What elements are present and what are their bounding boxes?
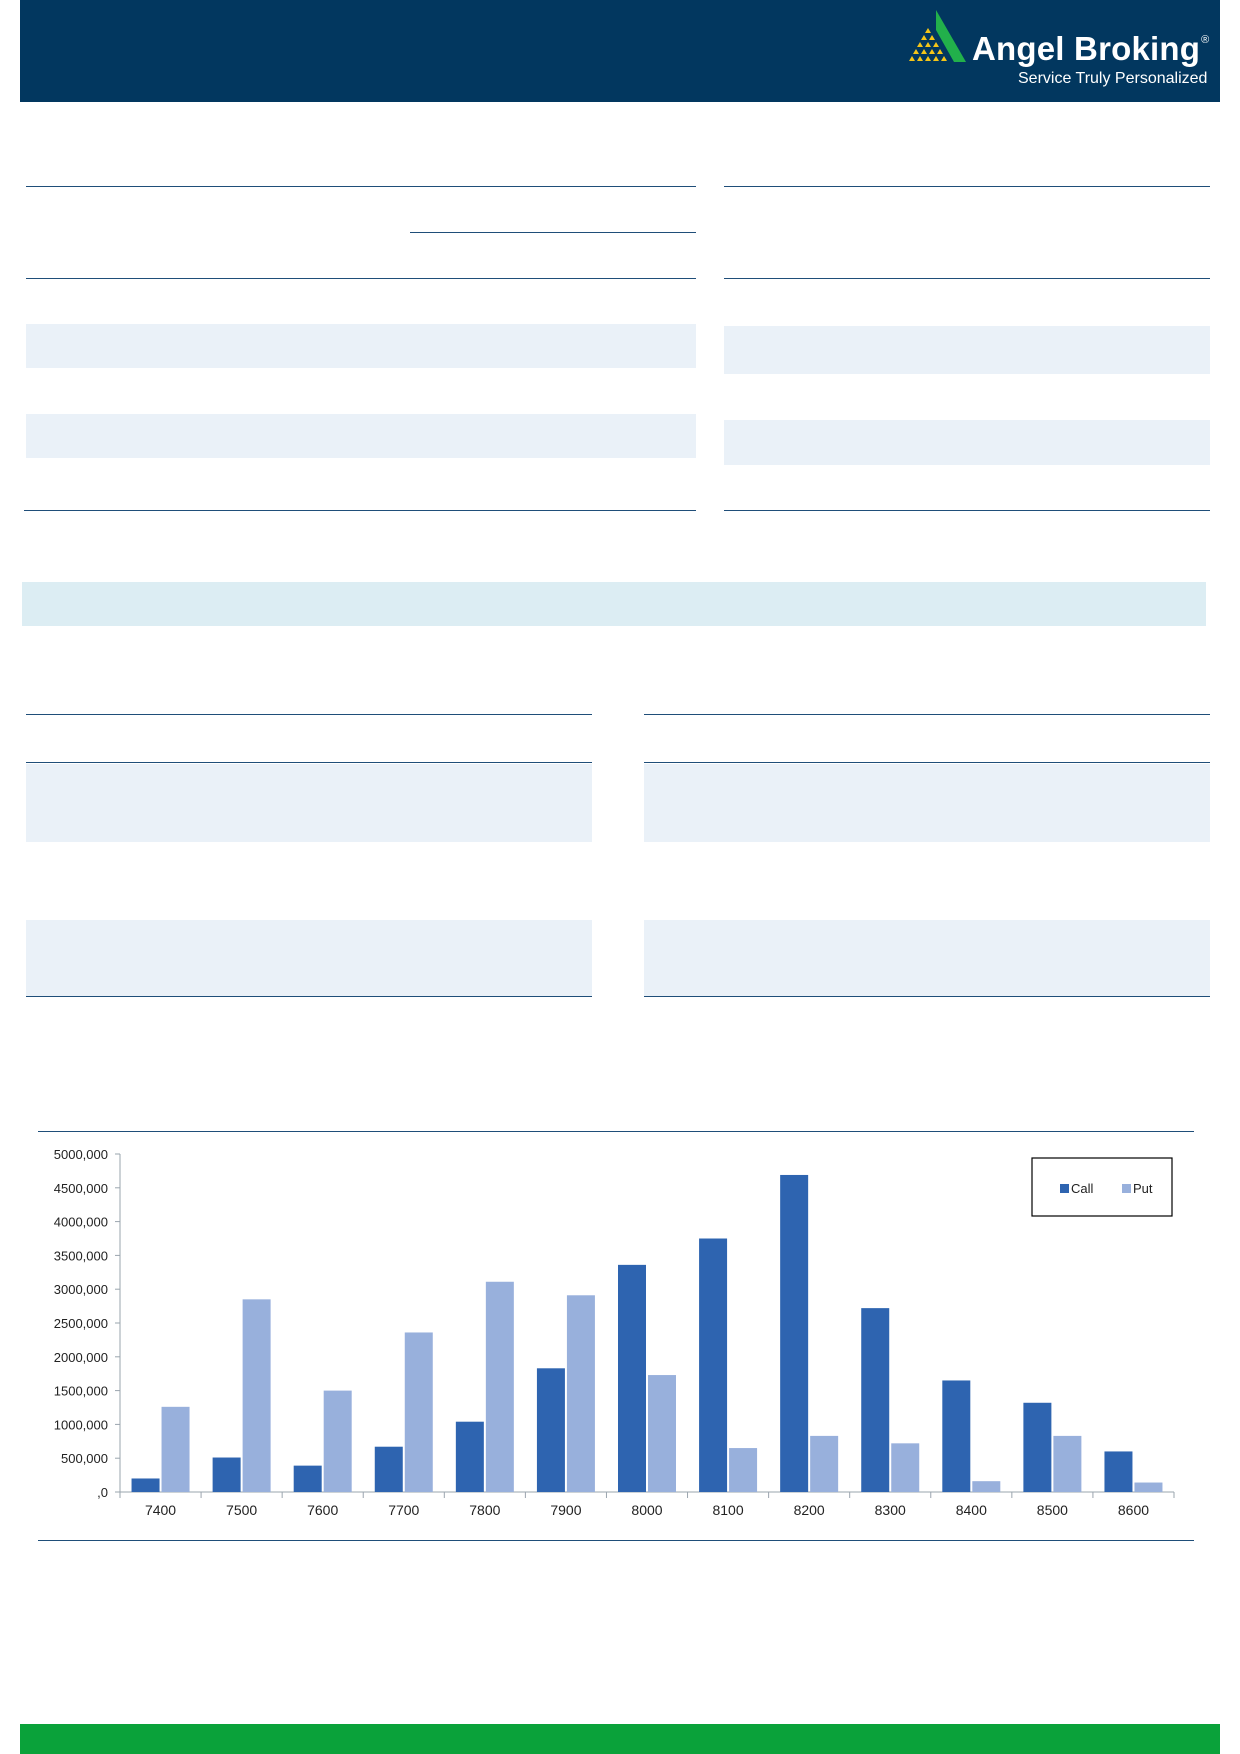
- legend-swatch: [1060, 1184, 1069, 1193]
- put-bar: [162, 1407, 190, 1492]
- call-bar: [618, 1265, 646, 1492]
- call-bar: [780, 1175, 808, 1492]
- x-tick-label: 8100: [712, 1502, 744, 1518]
- page-footer: [20, 1724, 1220, 1754]
- legend-label: Call: [1071, 1181, 1094, 1196]
- x-tick-label: 8500: [1036, 1502, 1068, 1518]
- call-bar: [456, 1422, 484, 1492]
- y-tick-label: 4500,000: [53, 1180, 108, 1196]
- put-bar: [486, 1282, 514, 1492]
- call-bar: [132, 1478, 160, 1492]
- x-tick-label: 7700: [388, 1502, 420, 1518]
- y-tick-label: 3500,000: [53, 1248, 108, 1264]
- y-tick-label: 1000,000: [53, 1417, 108, 1433]
- put-bar: [324, 1391, 352, 1492]
- put-bar: [1053, 1436, 1081, 1492]
- brand-name: Angel Broking®: [972, 30, 1210, 67]
- call-bar: [942, 1380, 970, 1492]
- put-bar: [972, 1481, 1000, 1492]
- put-bar: [648, 1375, 676, 1492]
- y-tick-label: 2500,000: [53, 1316, 108, 1331]
- x-tick-label: 8600: [1117, 1502, 1150, 1518]
- x-tick-label: 7800: [469, 1502, 501, 1518]
- put-bar: [405, 1332, 433, 1492]
- brand-tagline: Service Truly Personalized: [1018, 70, 1208, 87]
- x-tick-label: 8300: [874, 1502, 906, 1518]
- y-tick-label: 5000,000: [53, 1147, 108, 1162]
- legend-swatch: [1122, 1184, 1131, 1193]
- x-tick-label: 8000: [631, 1502, 663, 1518]
- y-tick-label: 3000,000: [53, 1282, 108, 1298]
- put-bar: [243, 1299, 271, 1492]
- legend-label: Put: [1133, 1181, 1153, 1196]
- y-tick-label: 1500,000: [53, 1383, 108, 1399]
- put-bar: [810, 1436, 838, 1492]
- call-bar: [213, 1458, 241, 1492]
- call-bar: [1023, 1403, 1051, 1492]
- x-tick-label: 8200: [793, 1502, 825, 1518]
- x-tick-label: 8400: [955, 1502, 987, 1518]
- put-bar: [1134, 1483, 1162, 1492]
- registered-mark: ®: [1201, 34, 1210, 46]
- call-bar: [1104, 1451, 1132, 1492]
- call-bar: [699, 1239, 727, 1493]
- y-tick-label: 500,000: [61, 1451, 108, 1467]
- call-bar: [537, 1368, 565, 1492]
- call-bar: [861, 1308, 889, 1492]
- call-bar: [294, 1466, 322, 1492]
- put-bar: [567, 1295, 595, 1492]
- x-tick-label: 7600: [307, 1502, 339, 1518]
- y-tick-label: ,0: [97, 1485, 108, 1500]
- put-bar: [891, 1443, 919, 1492]
- x-tick-label: 7400: [144, 1502, 177, 1518]
- y-tick-label: 2000,000: [53, 1349, 108, 1365]
- y-tick-label: 4000,000: [53, 1214, 108, 1230]
- put-bar: [729, 1448, 757, 1492]
- call-bar: [375, 1447, 403, 1492]
- x-tick-label: 7500: [226, 1502, 258, 1518]
- x-tick-label: 7900: [550, 1502, 582, 1518]
